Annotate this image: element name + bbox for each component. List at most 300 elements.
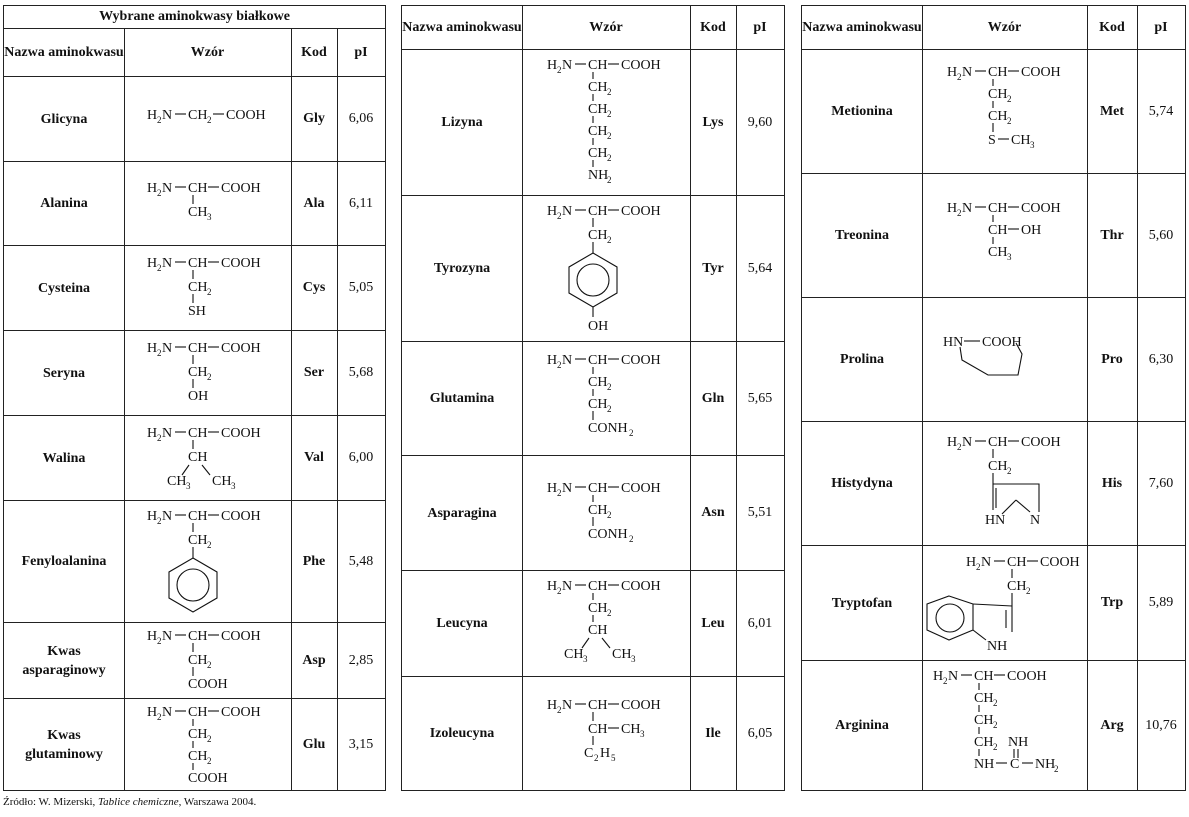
- table-row: [402, 49, 784, 195]
- table-row: [402, 341, 784, 455]
- svg-text:CH: CH: [988, 65, 1008, 80]
- svg-text:C: C: [1010, 757, 1020, 772]
- svg-text:CH: CH: [188, 450, 208, 465]
- table-title: Wybrane aminokwasy białkowe: [4, 6, 385, 29]
- svg-text:H: H: [547, 481, 558, 496]
- svg-text:COOH: COOH: [221, 705, 261, 720]
- header-name: Nazwa aminokwasu: [402, 20, 522, 35]
- svg-text:COOH: COOH: [188, 771, 228, 786]
- formula-glutamine: [544, 350, 684, 450]
- svg-text:2: 2: [1007, 466, 1012, 476]
- svg-text:2: 2: [157, 188, 162, 198]
- svg-text:H: H: [547, 353, 558, 368]
- formula-isoleucine: [544, 695, 684, 775]
- svg-text:NH: NH: [588, 168, 609, 183]
- amino-code: Gln: [701, 390, 725, 406]
- amino-code: Lys: [702, 114, 724, 130]
- svg-text:H: H: [933, 669, 944, 684]
- svg-text:CH: CH: [974, 691, 994, 706]
- svg-text:H: H: [147, 509, 158, 524]
- svg-text:N: N: [562, 698, 573, 713]
- formula-proline: [940, 332, 1090, 392]
- svg-text:N: N: [562, 481, 573, 496]
- amino-pi: 10,76: [1145, 717, 1177, 733]
- amino-pi: 6,06: [348, 111, 374, 126]
- svg-text:CH: CH: [588, 353, 608, 368]
- svg-text:2: 2: [607, 153, 612, 163]
- table-row: [402, 195, 784, 341]
- svg-text:2: 2: [557, 705, 562, 715]
- amino-pi: 5,65: [747, 390, 773, 406]
- amino-pi: 5,05: [348, 280, 374, 295]
- amino-name: Tyrozyna: [433, 261, 491, 276]
- svg-text:COOH: COOH: [621, 58, 661, 73]
- table-row: [402, 455, 784, 570]
- svg-text:2: 2: [607, 608, 612, 618]
- svg-text:CH: CH: [188, 727, 208, 742]
- svg-text:2: 2: [607, 510, 612, 520]
- svg-text:3: 3: [640, 729, 645, 739]
- formula-methionine: [944, 62, 1084, 162]
- svg-text:CH: CH: [188, 426, 208, 441]
- svg-text:H: H: [147, 341, 158, 356]
- svg-text:2: 2: [607, 235, 612, 245]
- amino-code: Thr: [1100, 227, 1124, 243]
- svg-text:2: 2: [207, 372, 212, 382]
- svg-text:2: 2: [207, 540, 212, 550]
- svg-text:5: 5: [611, 753, 616, 763]
- svg-text:CH: CH: [188, 256, 208, 271]
- formula-phenylalanine: [144, 506, 284, 618]
- amino-name: Izoleucyna: [429, 726, 495, 741]
- svg-text:CH: CH: [212, 474, 232, 489]
- amino-code: Asp: [302, 652, 326, 668]
- table-row: [4, 161, 385, 245]
- source-suffix: , Warszawa 2004.: [178, 796, 257, 808]
- svg-text:2: 2: [594, 753, 599, 763]
- svg-text:H: H: [147, 108, 158, 123]
- amino-name: Kwas asparaginowy: [22, 643, 106, 678]
- amino-pi: 5,48: [348, 553, 374, 569]
- svg-text:2: 2: [157, 712, 162, 722]
- svg-text:CH: CH: [588, 623, 608, 638]
- svg-text:2: 2: [1007, 116, 1012, 126]
- svg-text:CH: CH: [564, 647, 584, 662]
- svg-text:COOH: COOH: [1040, 555, 1080, 570]
- amino-name: Arginina: [835, 718, 889, 733]
- amino-code: Ile: [705, 725, 721, 741]
- svg-text:CH: CH: [988, 87, 1008, 102]
- formula-lysine: [544, 55, 684, 195]
- amino-pi: 5,64: [747, 260, 773, 276]
- header-row: [4, 28, 385, 76]
- formula-threonine: [944, 198, 1084, 278]
- svg-text:N: N: [948, 669, 959, 684]
- svg-text:CH: CH: [588, 601, 608, 616]
- formula-serine: [144, 338, 284, 410]
- svg-text:CH: CH: [988, 223, 1008, 238]
- header-formula: Wzór: [190, 45, 225, 60]
- amino-pi: 3,15: [348, 736, 374, 752]
- svg-text:COOH: COOH: [621, 481, 661, 496]
- amino-code: Glu: [302, 736, 326, 752]
- svg-text:N: N: [162, 509, 173, 524]
- svg-text:COOH: COOH: [1007, 669, 1047, 684]
- svg-text:2: 2: [1007, 94, 1012, 104]
- svg-text:2: 2: [976, 562, 981, 572]
- svg-text:COOH: COOH: [221, 341, 261, 356]
- svg-text:H: H: [966, 555, 977, 570]
- svg-text:COOH: COOH: [188, 677, 228, 692]
- table-row: [4, 622, 385, 698]
- source-prefix: Źródło: W. Mizerski,: [3, 796, 99, 808]
- svg-text:2: 2: [207, 115, 212, 125]
- formula-valine: [144, 423, 284, 495]
- amino-code: Arg: [1100, 717, 1124, 733]
- formula-histidine: [944, 432, 1084, 542]
- header-formula: Wzór: [589, 20, 623, 35]
- svg-text:2: 2: [207, 734, 212, 744]
- svg-text:2: 2: [607, 131, 612, 141]
- svg-text:CH: CH: [588, 375, 608, 390]
- svg-text:COOH: COOH: [221, 629, 261, 644]
- amino-pi: 6,30: [1148, 351, 1174, 367]
- svg-text:H: H: [600, 746, 611, 761]
- svg-text:CH: CH: [1007, 555, 1027, 570]
- svg-text:H: H: [547, 698, 558, 713]
- source-note: [3, 796, 256, 808]
- amino-code: Leu: [701, 615, 725, 631]
- formula-leucine: [544, 576, 684, 676]
- svg-text:CH: CH: [588, 146, 608, 161]
- svg-text:2: 2: [957, 442, 962, 452]
- svg-text:N: N: [162, 181, 173, 196]
- svg-text:H: H: [147, 181, 158, 196]
- header-row: [402, 6, 784, 49]
- svg-text:CH: CH: [188, 341, 208, 356]
- svg-text:OH: OH: [188, 389, 209, 404]
- svg-text:CH: CH: [588, 80, 608, 95]
- svg-text:2: 2: [957, 208, 962, 218]
- svg-text:2: 2: [557, 211, 562, 221]
- svg-text:CH: CH: [1011, 133, 1031, 148]
- svg-text:2: 2: [157, 516, 162, 526]
- table-row: [402, 570, 784, 676]
- table-row: [802, 173, 1185, 297]
- svg-text:N: N: [1030, 513, 1041, 528]
- svg-text:N: N: [162, 108, 173, 123]
- svg-text:CH: CH: [988, 201, 1008, 216]
- source-title: Tablice chemiczne: [98, 796, 179, 808]
- svg-text:N: N: [562, 579, 573, 594]
- svg-text:2: 2: [607, 175, 612, 185]
- svg-text:CH: CH: [188, 509, 208, 524]
- table-row: [4, 698, 385, 790]
- svg-text:2: 2: [629, 428, 634, 438]
- svg-text:CH: CH: [588, 397, 608, 412]
- svg-text:H: H: [147, 705, 158, 720]
- svg-text:S: S: [988, 133, 996, 148]
- svg-text:CH: CH: [588, 124, 608, 139]
- formula-glutamic-acid: [144, 702, 284, 792]
- table-row: [802, 297, 1185, 421]
- svg-text:2: 2: [157, 115, 162, 125]
- svg-text:CH: CH: [974, 735, 994, 750]
- amino-pi: 2,85: [348, 652, 374, 668]
- svg-text:N: N: [162, 256, 173, 271]
- svg-text:3: 3: [207, 212, 212, 222]
- amino-code: Val: [304, 450, 324, 465]
- svg-text:CH: CH: [188, 108, 208, 123]
- amino-pi: 7,60: [1148, 475, 1174, 491]
- formula-glycine: [144, 105, 284, 135]
- svg-text:2: 2: [157, 263, 162, 273]
- svg-text:3: 3: [1030, 140, 1035, 150]
- svg-text:N: N: [562, 204, 573, 219]
- header-pi: pI: [753, 20, 767, 35]
- table-row: [402, 676, 784, 790]
- amino-table-3: [801, 5, 1186, 791]
- formula-cysteine: [144, 253, 284, 325]
- svg-text:CH: CH: [588, 481, 608, 496]
- formula-arginine: [930, 666, 1085, 790]
- amino-code: Tyr: [702, 260, 724, 276]
- table-row: [802, 421, 1185, 545]
- amino-pi: 5,74: [1148, 103, 1174, 119]
- svg-text:H: H: [147, 426, 158, 441]
- svg-text:N: N: [562, 58, 573, 73]
- amino-code: Trp: [1100, 595, 1124, 610]
- svg-text:N: N: [162, 341, 173, 356]
- header-pi: pI: [1154, 20, 1168, 35]
- formula-alanine: [144, 178, 284, 228]
- svg-text:CH: CH: [588, 204, 608, 219]
- header-row: [802, 6, 1185, 49]
- svg-text:CH: CH: [188, 365, 208, 380]
- svg-text:CH: CH: [588, 579, 608, 594]
- svg-text:H: H: [947, 201, 958, 216]
- svg-text:N: N: [962, 435, 973, 450]
- svg-text:CONH: CONH: [588, 527, 628, 542]
- amino-name: Kwas glutaminowy: [25, 727, 103, 762]
- amino-name: Leucyna: [436, 616, 488, 631]
- amino-name: Prolina: [839, 352, 885, 367]
- svg-text:CH: CH: [974, 713, 994, 728]
- header-name: Nazwa aminokwasu: [4, 45, 124, 60]
- svg-text:2: 2: [629, 534, 634, 544]
- svg-text:CH: CH: [188, 533, 208, 548]
- svg-text:C: C: [584, 746, 594, 761]
- svg-text:COOH: COOH: [1021, 435, 1061, 450]
- svg-text:2: 2: [557, 586, 562, 596]
- svg-text:CH: CH: [988, 109, 1008, 124]
- table-row: [802, 49, 1185, 173]
- svg-text:2: 2: [1026, 586, 1031, 596]
- svg-text:COOH: COOH: [621, 353, 661, 368]
- amino-table-1: [3, 5, 386, 791]
- svg-text:2: 2: [157, 636, 162, 646]
- svg-text:CH: CH: [988, 245, 1008, 260]
- svg-text:CH: CH: [188, 653, 208, 668]
- table-row: [4, 245, 385, 330]
- svg-text:NH: NH: [1008, 735, 1029, 750]
- svg-text:CH: CH: [588, 698, 608, 713]
- svg-text:N: N: [962, 65, 973, 80]
- svg-text:COOH: COOH: [226, 108, 266, 123]
- svg-text:2: 2: [607, 87, 612, 97]
- amino-name: Lizyna: [441, 115, 483, 130]
- svg-text:3: 3: [231, 481, 236, 491]
- svg-text:2: 2: [943, 676, 948, 686]
- amino-pi: 6,11: [349, 195, 373, 211]
- svg-text:CH: CH: [988, 435, 1008, 450]
- amino-code: Met: [1099, 103, 1125, 119]
- svg-text:H: H: [547, 58, 558, 73]
- svg-text:2: 2: [557, 65, 562, 75]
- svg-text:2: 2: [157, 433, 162, 443]
- svg-text:3: 3: [1007, 252, 1012, 262]
- svg-text:2: 2: [557, 488, 562, 498]
- svg-text:CH: CH: [588, 503, 608, 518]
- svg-text:CH: CH: [1007, 579, 1027, 594]
- svg-text:2: 2: [157, 348, 162, 358]
- svg-text:SH: SH: [188, 304, 206, 319]
- amino-table-2: [401, 5, 785, 791]
- header-code: Kod: [700, 20, 726, 35]
- amino-name: Treonina: [835, 228, 889, 243]
- svg-text:COOH: COOH: [221, 509, 261, 524]
- svg-text:CH: CH: [188, 181, 208, 196]
- svg-text:HN: HN: [985, 513, 1006, 528]
- svg-text:N: N: [162, 426, 173, 441]
- amino-pi: 5,60: [1148, 227, 1174, 243]
- svg-text:2: 2: [1054, 764, 1059, 774]
- svg-text:COOH: COOH: [1021, 65, 1061, 80]
- cooh-label: COOH: [982, 335, 1022, 350]
- svg-text:OH: OH: [1021, 223, 1042, 238]
- amino-name: Fenyloalanina: [21, 554, 107, 569]
- table-row: [4, 500, 385, 622]
- amino-name: Glicyna: [40, 111, 88, 127]
- svg-text:COOH: COOH: [621, 698, 661, 713]
- svg-text:CH: CH: [167, 474, 187, 489]
- svg-text:COOH: COOH: [221, 181, 261, 196]
- svg-text:2: 2: [993, 698, 998, 708]
- svg-text:HN: HN: [943, 335, 964, 350]
- svg-text:NH: NH: [974, 757, 995, 772]
- svg-text:3: 3: [186, 481, 191, 491]
- formula-aspartic-acid: [144, 626, 284, 698]
- svg-text:H: H: [947, 435, 958, 450]
- formula-tyrosine: [544, 201, 684, 341]
- amino-name: Cysteina: [37, 280, 91, 296]
- svg-text:2: 2: [607, 382, 612, 392]
- svg-text:CH: CH: [188, 205, 208, 220]
- formula-asparagine: [544, 478, 684, 558]
- svg-text:CH: CH: [974, 669, 994, 684]
- amino-code: His: [1101, 475, 1123, 491]
- amino-pi: 5,51: [747, 505, 773, 520]
- svg-text:N: N: [981, 555, 992, 570]
- svg-text:CONH: CONH: [588, 421, 628, 436]
- svg-text:CH: CH: [588, 228, 608, 243]
- svg-text:CH: CH: [621, 722, 641, 737]
- amino-name: Metionina: [831, 104, 893, 119]
- svg-text:CH: CH: [188, 705, 208, 720]
- svg-text:H: H: [147, 629, 158, 644]
- svg-text:CH: CH: [988, 459, 1008, 474]
- svg-text:NH: NH: [1035, 757, 1056, 772]
- amino-name: Alanina: [40, 196, 88, 211]
- amino-name: Tryptofan: [831, 595, 893, 611]
- amino-pi: 6,05: [747, 725, 773, 741]
- header-formula: Wzór: [987, 20, 1022, 35]
- header-code: Kod: [301, 45, 327, 60]
- svg-text:N: N: [962, 201, 973, 216]
- svg-text:2: 2: [557, 360, 562, 370]
- svg-text:2: 2: [207, 660, 212, 670]
- svg-text:COOH: COOH: [1021, 201, 1061, 216]
- svg-text:2: 2: [993, 742, 998, 752]
- svg-text:2: 2: [993, 720, 998, 730]
- header-pi: pI: [354, 45, 368, 60]
- amino-pi: 6,01: [747, 615, 773, 631]
- amino-pi: 5,68: [348, 365, 374, 380]
- svg-text:CH: CH: [188, 749, 208, 764]
- svg-text:CH: CH: [588, 102, 608, 117]
- svg-text:N: N: [562, 353, 573, 368]
- amino-code: Cys: [302, 280, 326, 295]
- svg-text:3: 3: [583, 654, 588, 664]
- table-row: [4, 330, 385, 415]
- svg-text:2: 2: [607, 109, 612, 119]
- svg-text:CH: CH: [188, 280, 208, 295]
- svg-text:3: 3: [631, 654, 636, 664]
- amino-code: Ala: [303, 195, 325, 211]
- svg-text:CH: CH: [612, 647, 632, 662]
- formula-tryptophan: [924, 552, 1089, 657]
- amino-name: Walina: [42, 450, 86, 466]
- amino-name: Glutamina: [429, 391, 495, 406]
- header-name: Nazwa aminokwasu: [802, 20, 922, 35]
- amino-code: Pro: [1101, 351, 1123, 367]
- amino-code: Asn: [701, 505, 725, 520]
- amino-pi: 5,89: [1148, 595, 1174, 610]
- svg-text:2: 2: [607, 404, 612, 414]
- svg-text:N: N: [162, 705, 173, 720]
- svg-text:H: H: [947, 65, 958, 80]
- svg-text:COOH: COOH: [621, 204, 661, 219]
- amino-code: Ser: [303, 365, 325, 380]
- table-row: [4, 415, 385, 500]
- svg-text:H: H: [547, 579, 558, 594]
- svg-text:COOH: COOH: [221, 426, 261, 441]
- amino-name: Asparagina: [427, 505, 497, 521]
- svg-text:2: 2: [957, 72, 962, 82]
- svg-text:H: H: [147, 256, 158, 271]
- svg-text:COOH: COOH: [621, 579, 661, 594]
- amino-name: Histydyna: [831, 476, 893, 491]
- svg-text:2: 2: [207, 756, 212, 766]
- amino-code: Phe: [302, 553, 326, 569]
- svg-text:COOH: COOH: [221, 256, 261, 271]
- header-code: Kod: [1099, 20, 1125, 35]
- table-row: [4, 76, 385, 161]
- svg-text:CH: CH: [588, 58, 608, 73]
- table-row: [802, 660, 1185, 790]
- amino-code: Gly: [303, 111, 325, 126]
- svg-text:OH: OH: [588, 319, 609, 334]
